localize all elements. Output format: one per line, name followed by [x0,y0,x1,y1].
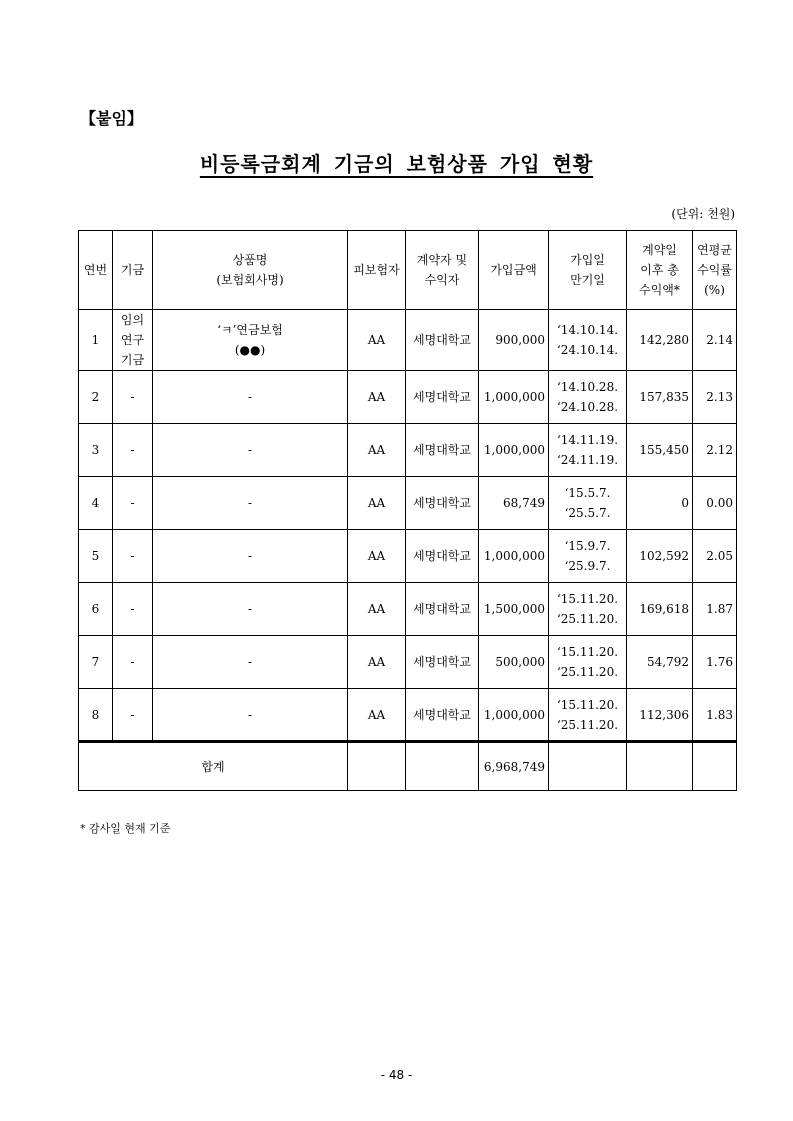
table-row [79,530,737,583]
header-insured: 피보험자 [348,231,406,310]
cell-amount: 1,000,000 [479,371,549,424]
cell-amount: 1,000,000 [479,424,549,477]
header-dates-line: 만기일 [570,273,605,287]
cell-start-date: ‘15.11.20. [556,645,619,659]
cell-fund-line: - [130,602,135,616]
cell-start-date: ‘15.5.7. [564,486,611,500]
header-revenue-line: 이후 총 [640,263,679,277]
header-contractor-line: 수익자 [424,273,460,287]
cell-insured: AA [348,689,406,742]
unit-note: (단위: 천원) [671,207,735,221]
cell-dates [549,689,627,742]
cell-revenue: 112,306 [627,689,693,742]
cell-fund [113,310,153,371]
cell-dates [549,424,627,477]
cell-fund [113,689,153,742]
table-row [79,636,737,689]
cell-contractor: 세명대학교 [406,636,479,689]
cell-revenue: 169,618 [627,583,693,636]
cell-product-line: (●●) [234,343,266,357]
cell-fund [113,530,153,583]
cell-product-line: - [247,602,253,616]
cell-dates [549,530,627,583]
cell-fund-line: - [130,655,135,669]
cell-end-date: ‘25.11.20. [556,717,619,732]
cell-product-line: - [247,655,253,669]
cell-product [153,477,348,530]
cell-product-line: ‘ㅋ’연금보험 [217,323,283,337]
cell-dates [549,310,627,371]
cell-product [153,371,348,424]
cell-dates [549,371,627,424]
cell-contractor: 세명대학교 [406,689,479,742]
attachment-label: 【붙임】 [80,109,143,128]
cell-fund [113,636,153,689]
total-empty-cell [693,742,737,791]
cell-contractor: 세명대학교 [406,424,479,477]
cell-no: 8 [79,689,113,742]
footnote: * 감사일 현재 기준 [80,822,171,835]
header-dates [549,231,627,310]
cell-rate: 2.12 [693,424,737,477]
header-contractor-line: 계약자 및 [416,253,468,267]
cell-no: 4 [79,477,113,530]
cell-rate: 0.00 [693,477,737,530]
cell-amount: 500,000 [479,636,549,689]
cell-rate: 2.14 [693,310,737,371]
cell-contractor: 세명대학교 [406,530,479,583]
cell-rate: 1.87 [693,583,737,636]
table-row [79,371,737,424]
header-revenue-line: 수익액* [639,283,680,297]
cell-fund [113,371,153,424]
page-number: - 48 - [380,1068,413,1082]
cell-contractor: 세명대학교 [406,477,479,530]
cell-start-date: ‘14.10.28. [556,380,619,394]
cell-amount: 1,000,000 [479,689,549,742]
cell-insured: AA [348,477,406,530]
cell-product [153,689,348,742]
table-row [79,477,737,530]
cell-insured: AA [348,530,406,583]
cell-rate: 2.05 [693,530,737,583]
cell-contractor: 세명대학교 [406,371,479,424]
header-rate-line: 연평균 [697,243,732,257]
cell-no: 2 [79,371,113,424]
header-rate [693,231,737,310]
cell-no: 5 [79,530,113,583]
cell-end-date: ‘25.11.20. [556,665,619,679]
cell-end-date: ‘24.11.19. [556,453,619,467]
total-empty-cell [348,742,406,791]
cell-dates [549,583,627,636]
cell-product-line: - [247,443,253,457]
header-product [153,231,348,310]
cell-product-line: - [247,707,253,722]
cell-revenue: 102,592 [627,530,693,583]
header-fund: 기금 [113,231,153,310]
header-rate-line: (%) [704,283,725,297]
cell-contractor: 세명대학교 [406,310,479,371]
cell-product-line: - [247,496,253,510]
header-revenue-line: 계약일 [642,243,677,257]
table-row [79,689,737,742]
page-title [0,148,793,177]
cell-product-line: - [247,549,253,563]
cell-end-date: ‘25.5.7. [564,506,611,520]
cell-fund-line: 기금 [120,353,145,367]
header-row [79,231,737,310]
cell-end-date: ‘25.9.7. [564,559,611,573]
cell-revenue: 142,280 [627,310,693,371]
cell-product [153,530,348,583]
cell-revenue: 157,835 [627,371,693,424]
cell-amount: 1,000,000 [479,530,549,583]
cell-fund-line: - [130,443,135,457]
cell-revenue: 54,792 [627,636,693,689]
cell-fund [113,424,153,477]
cell-end-date: ‘25.11.20. [556,612,619,626]
total-empty-cell [549,742,627,791]
table-row [79,583,737,636]
cell-start-date: ‘15.11.20. [556,592,619,606]
cell-amount: 68,749 [479,477,549,530]
title-text: 비등록금회계 기금의 보험상품 가입 현황 [199,152,594,176]
cell-fund [113,477,153,530]
cell-product [153,424,348,477]
cell-start-date: ‘15.11.20. [556,697,619,712]
cell-product-line: - [247,390,253,404]
cell-insured: AA [348,636,406,689]
cell-no: 1 [79,310,113,371]
cell-fund [113,583,153,636]
cell-rate: 1.76 [693,636,737,689]
cell-revenue: 0 [627,477,693,530]
header-dates-line: 가입일 [570,253,605,267]
cell-dates [549,477,627,530]
cell-product [153,583,348,636]
header-revenue [627,231,693,310]
cell-no: 7 [79,636,113,689]
cell-end-date: ‘24.10.28. [556,400,619,414]
table-row [79,310,737,371]
cell-product [153,310,348,371]
cell-revenue: 155,450 [627,424,693,477]
cell-amount: 1,500,000 [479,583,549,636]
insurance-table [78,230,737,791]
cell-contractor: 세명대학교 [406,583,479,636]
header-product-line: 상품명 [232,253,268,267]
cell-dates [549,636,627,689]
cell-rate: 2.13 [693,371,737,424]
total-label: 합계 [79,742,348,791]
cell-product [153,636,348,689]
header-rate-line: 수익률 [697,263,732,277]
cell-insured: AA [348,583,406,636]
cell-no: 6 [79,583,113,636]
cell-rate: 1.83 [693,689,737,742]
cell-insured: AA [348,424,406,477]
cell-fund-line: - [130,390,135,404]
cell-fund-line: - [130,496,135,510]
header-product-line: (보험회사명) [216,273,284,287]
cell-amount: 900,000 [479,310,549,371]
cell-fund-line: 연구 [120,333,145,347]
header-contractor [406,231,479,310]
header-amount: 가입금액 [479,231,549,310]
cell-fund-line: - [130,707,135,722]
table-row [79,424,737,477]
cell-end-date: ‘24.10.14. [556,343,619,357]
cell-start-date: ‘14.11.19. [556,433,619,447]
cell-no: 3 [79,424,113,477]
total-amount: 6,968,749 [479,742,549,791]
cell-start-date: ‘15.9.7. [564,539,611,553]
total-empty-cell [406,742,479,791]
cell-fund-line: 임의 [120,313,145,327]
cell-insured: AA [348,371,406,424]
cell-fund-line: - [130,549,135,563]
total-row [79,742,737,791]
cell-start-date: ‘14.10.14. [556,323,619,337]
header-no: 연번 [79,231,113,310]
cell-insured: AA [348,310,406,371]
total-empty-cell [627,742,693,791]
